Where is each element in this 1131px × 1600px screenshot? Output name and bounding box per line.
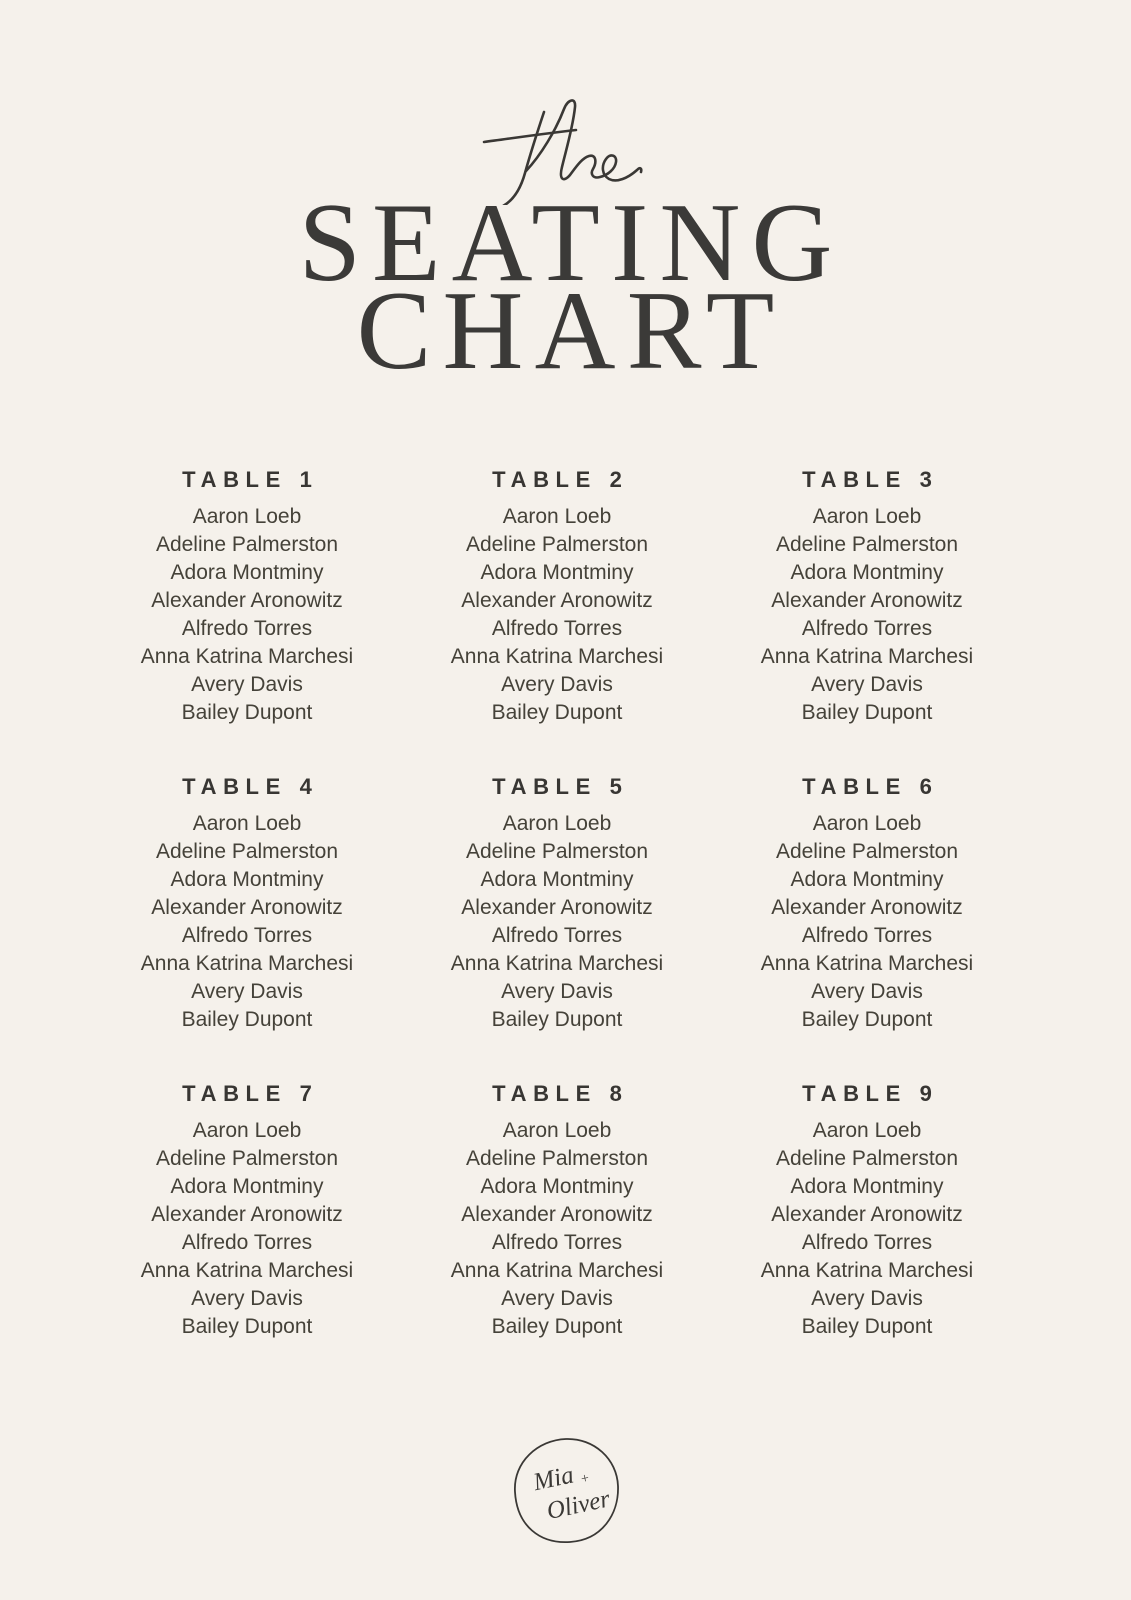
guest-name: Avery Davis <box>811 673 923 696</box>
guest-name: Adora Montminy <box>170 1175 324 1198</box>
guest-name: Anna Katrina Marchesi <box>450 645 664 668</box>
table-card-9 <box>712 1083 1022 1341</box>
guest-list <box>92 503 402 727</box>
guest-name: Adora Montminy <box>480 561 634 584</box>
table-title: TABLE 6 <box>802 774 939 799</box>
guest-list <box>92 810 402 1034</box>
guest-name: Anna Katrina Marchesi <box>140 645 354 668</box>
monogram-name-2: Oliver <box>543 1485 612 1526</box>
guest-list <box>712 503 1022 727</box>
guest-name: Alfredo Torres <box>491 617 623 640</box>
table-card-6 <box>712 776 1022 1034</box>
guest-name: Alexander Aronowitz <box>151 1203 343 1226</box>
table-card-1 <box>92 469 402 727</box>
guest-name: Alfredo Torres <box>491 924 623 947</box>
page-title <box>0 181 1131 393</box>
guest-name: Alfredo Torres <box>801 617 933 640</box>
guest-name: Avery Davis <box>501 1287 613 1310</box>
guest-name: Aaron Loeb <box>192 505 302 528</box>
table-title: TABLE 9 <box>802 1081 939 1106</box>
title-word-chart: CHART <box>356 269 786 393</box>
guest-name: Anna Katrina Marchesi <box>450 1259 664 1282</box>
guest-name: Adora Montminy <box>170 868 324 891</box>
guest-name: Adeline Palmerston <box>465 1147 649 1170</box>
table-title: TABLE 3 <box>802 467 939 492</box>
guest-name: Alfredo Torres <box>181 924 313 947</box>
guest-name: Anna Katrina Marchesi <box>140 1259 354 1282</box>
guest-name: Alexander Aronowitz <box>461 1203 653 1226</box>
guest-list <box>402 1117 712 1341</box>
guest-list <box>402 810 712 1034</box>
guest-name: Anna Katrina Marchesi <box>760 952 974 975</box>
guest-name: Adora Montminy <box>790 1175 944 1198</box>
guest-name: Anna Katrina Marchesi <box>760 1259 974 1282</box>
guest-name: Aaron Loeb <box>192 812 302 835</box>
guest-name: Alfredo Torres <box>181 1231 313 1254</box>
guest-name: Adeline Palmerston <box>775 840 959 863</box>
tables-grid <box>92 469 1022 1341</box>
guest-name: Bailey Dupont <box>181 1008 313 1031</box>
couple-monogram-logo <box>510 1434 622 1546</box>
table-card-2 <box>402 469 712 727</box>
guest-name: Adeline Palmerston <box>155 840 339 863</box>
guest-name: Bailey Dupont <box>491 1315 623 1338</box>
guest-name: Avery Davis <box>811 1287 923 1310</box>
guest-name: Alfredo Torres <box>801 1231 933 1254</box>
monogram-name-1: Mia <box>530 1461 576 1497</box>
monogram-plus-sign: + <box>579 1471 591 1488</box>
guest-name: Bailey Dupont <box>181 1315 313 1338</box>
guest-name: Adeline Palmerston <box>155 1147 339 1170</box>
guest-name: Alexander Aronowitz <box>461 896 653 919</box>
guest-list <box>712 1117 1022 1341</box>
guest-name: Alfredo Torres <box>181 617 313 640</box>
guest-name: Bailey Dupont <box>491 701 623 724</box>
guest-name: Adora Montminy <box>790 561 944 584</box>
table-title: TABLE 8 <box>492 1081 629 1106</box>
guest-name: Bailey Dupont <box>181 701 313 724</box>
guest-name: Adora Montminy <box>480 1175 634 1198</box>
guest-name: Alexander Aronowitz <box>771 1203 963 1226</box>
guest-name: Alfredo Torres <box>801 924 933 947</box>
guest-name: Avery Davis <box>501 980 613 1003</box>
table-card-5 <box>402 776 712 1034</box>
guest-name: Bailey Dupont <box>801 1008 933 1031</box>
guest-name: Adeline Palmerston <box>775 1147 959 1170</box>
guest-name: Aaron Loeb <box>502 505 612 528</box>
table-card-3 <box>712 469 1022 727</box>
guest-name: Anna Katrina Marchesi <box>760 645 974 668</box>
guest-name: Aaron Loeb <box>812 812 922 835</box>
guest-list <box>92 1117 402 1341</box>
guest-name: Avery Davis <box>501 673 613 696</box>
guest-name: Adeline Palmerston <box>465 840 649 863</box>
table-card-8 <box>402 1083 712 1341</box>
table-title: TABLE 5 <box>492 774 629 799</box>
table-title: TABLE 4 <box>182 774 319 799</box>
table-title: TABLE 1 <box>182 467 319 492</box>
script-t-crossbar <box>484 130 576 142</box>
guest-name: Aaron Loeb <box>812 1119 922 1142</box>
guest-name: Bailey Dupont <box>801 1315 933 1338</box>
guest-name: Alexander Aronowitz <box>151 896 343 919</box>
guest-name: Aaron Loeb <box>192 1119 302 1142</box>
guest-name: Avery Davis <box>191 980 303 1003</box>
guest-name: Alexander Aronowitz <box>771 589 963 612</box>
guest-name: Anna Katrina Marchesi <box>450 952 664 975</box>
guest-name: Alexander Aronowitz <box>771 896 963 919</box>
poster-header <box>0 0 1131 393</box>
guest-name: Anna Katrina Marchesi <box>140 952 354 975</box>
guest-name: Alexander Aronowitz <box>151 589 343 612</box>
guest-name: Aaron Loeb <box>502 812 612 835</box>
guest-name: Aaron Loeb <box>812 505 922 528</box>
table-card-7 <box>92 1083 402 1341</box>
guest-list <box>712 810 1022 1034</box>
guest-name: Aaron Loeb <box>502 1119 612 1142</box>
guest-name: Adeline Palmerston <box>775 533 959 556</box>
guest-name: Adeline Palmerston <box>465 533 649 556</box>
guest-name: Adora Montminy <box>170 561 324 584</box>
guest-name: Alexander Aronowitz <box>461 589 653 612</box>
guest-name: Bailey Dupont <box>491 1008 623 1031</box>
guest-list <box>402 503 712 727</box>
guest-name: Alfredo Torres <box>491 1231 623 1254</box>
guest-name: Adeline Palmerston <box>155 533 339 556</box>
table-title: TABLE 2 <box>492 467 629 492</box>
guest-name: Avery Davis <box>191 673 303 696</box>
guest-name: Bailey Dupont <box>801 701 933 724</box>
title-word-seating: SEATING <box>298 181 844 305</box>
table-card-4 <box>92 776 402 1034</box>
guest-name: Adora Montminy <box>480 868 634 891</box>
guest-name: Adora Montminy <box>790 868 944 891</box>
guest-name: Avery Davis <box>191 1287 303 1310</box>
guest-name: Avery Davis <box>811 980 923 1003</box>
table-title: TABLE 7 <box>182 1081 319 1106</box>
